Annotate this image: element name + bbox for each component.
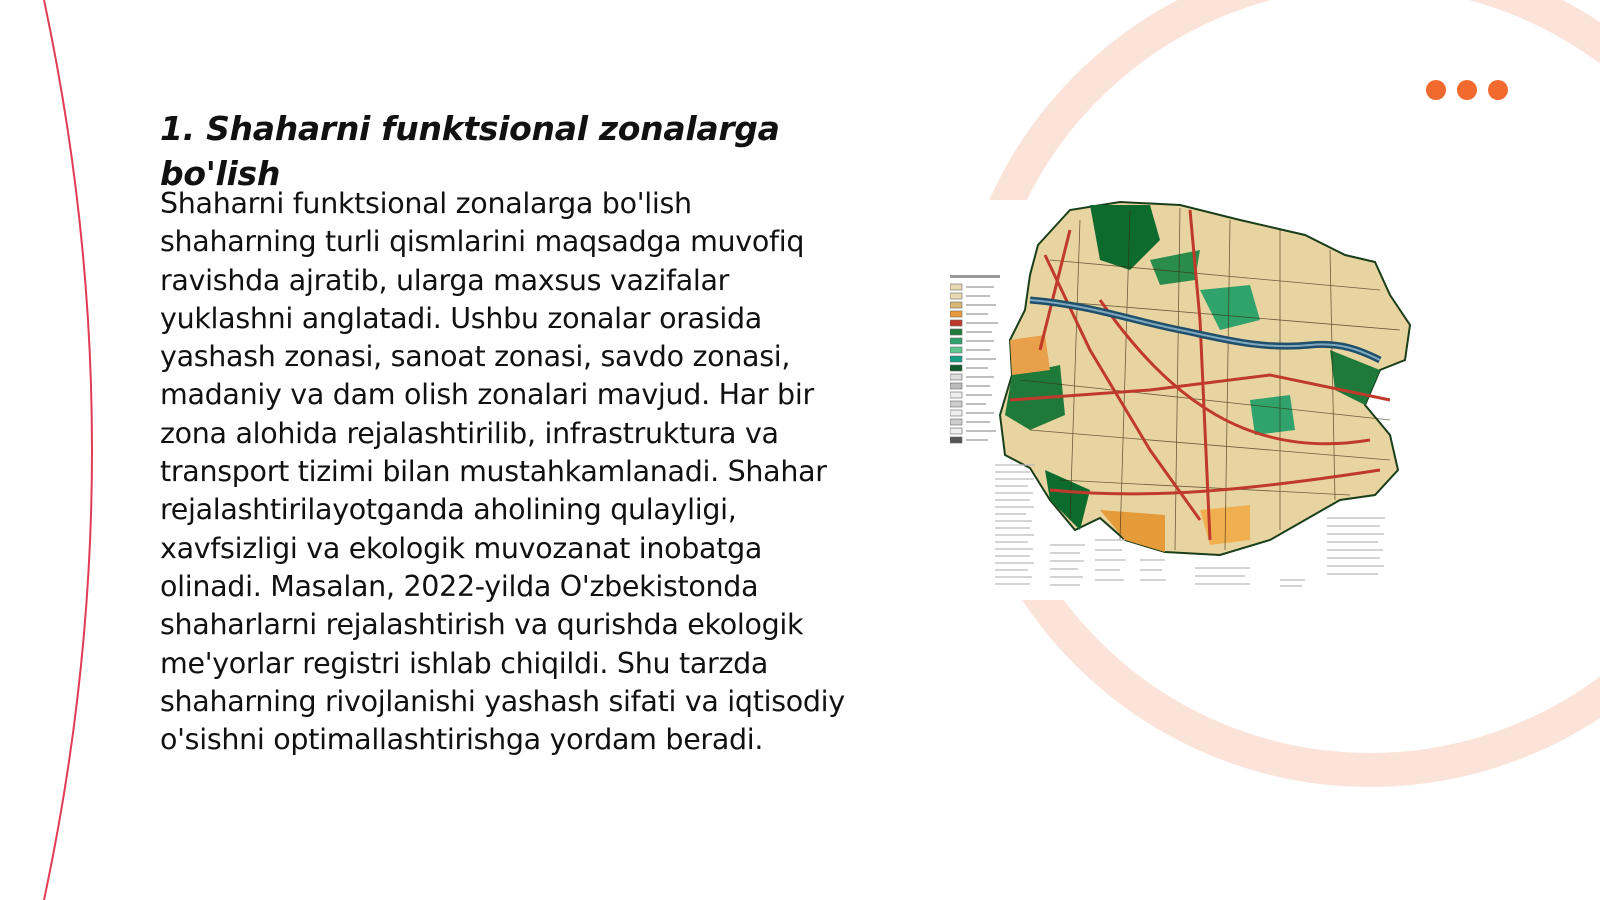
city-zoning-map-image [950, 200, 1450, 600]
dot-3 [1488, 80, 1508, 100]
left-accent-line [44, 0, 92, 900]
dot-2 [1457, 80, 1477, 100]
slide-dots [1426, 80, 1508, 100]
slide-body-text: Shaharni funktsional zonalarga bo'lish shaharning turli qismlarini maqsadga muvofiq ravishda ajratib, ularga maxsus vazifalar yuklashni anglatadi. Ushbu zonalar orasida yashash zonasi, sanoat zonasi, savdo zonasi, madaniy va dam olish zonalari mavjud. Har bir zona alohida rejalashtirilib, infrastruktura va transport tizimi bilan mustahkamlanadi. Shahar rejalashtirilayotganda aholining qulayligi, xavfsizligi va ekologik muvozanat inobatga olinadi. Masalan, 2022-yilda O'zbekistonda shaharlarni rejalashtirish va qurishda ekologik me'yorlar registri ishlab chiqildi. Shu tarzda shaharning rivojlanishi yashash sifati va iqtisodiy o'sishni optimallashtirishga yordam beradi. [160, 187, 845, 757]
slide-title: 1. Shaharni funktsional zonalarga bo'lish [160, 109, 780, 193]
dot-1 [1426, 80, 1446, 100]
